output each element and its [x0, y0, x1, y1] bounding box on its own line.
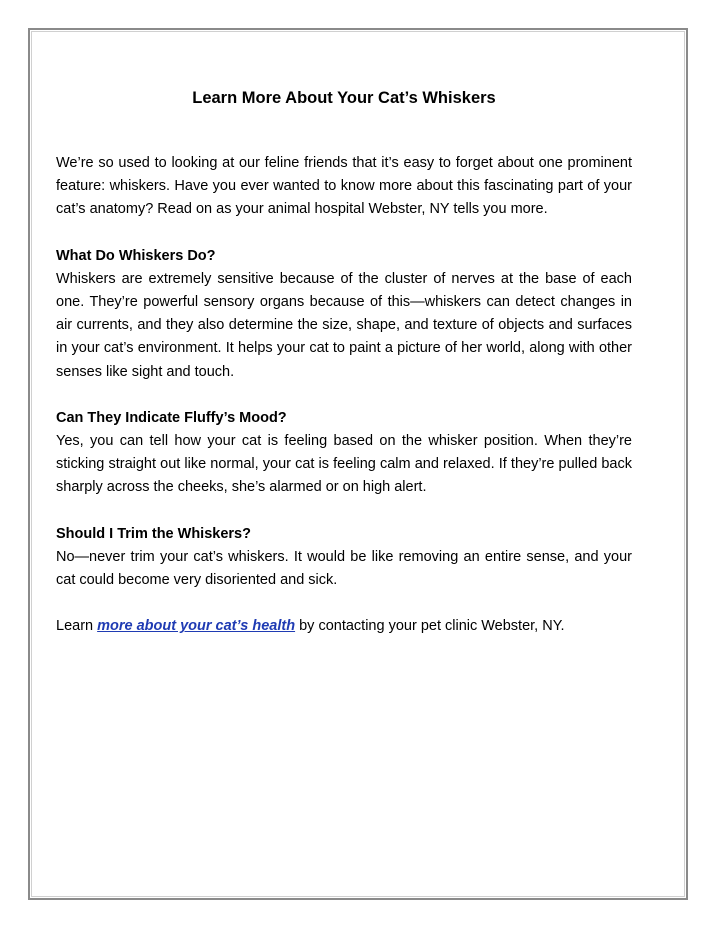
section-trim-whiskers: [56, 523, 632, 593]
section-heading: Should I Trim the Whiskers?: [56, 525, 251, 542]
section-paragraph: No—never trim your cat’s whiskers. It would be like removing an entire sense, and your cat could become very disoriented and sick.: [56, 548, 632, 589]
closing-text-before: Learn: [56, 618, 98, 635]
section-what-whiskers-do: [56, 245, 632, 384]
section-heading: Can They Indicate Fluffy’s Mood?: [56, 409, 287, 426]
intro-paragraph: We’re so used to looking at our feline friends that it’s easy to forget about one prominent feature: whiskers. Have you ever wanted to know more about this fascinating part of your cat’s anatomy? Read on as your animal hospital Webster, NY tells you more.: [56, 155, 632, 218]
closing-text-after: by contacting your pet clinic Webster, NY.: [295, 618, 565, 635]
section-paragraph: Yes, you can tell how your cat is feeling based on the whisker position. When they’re sticking straight out like normal, your cat is feeling calm and relaxed. If they’re pulled back sharply across the cheeks, she’s alarmed or on high alert.: [56, 433, 632, 496]
document-content: [56, 86, 632, 638]
cat-health-link[interactable]: more about your cat’s health: [97, 618, 296, 635]
section-heading: What Do Whiskers Do?: [56, 247, 216, 264]
page-title: Learn More About Your Cat’s Whiskers: [192, 89, 496, 107]
section-indicate-mood: [56, 407, 632, 500]
section-paragraph: Whiskers are extremely sensitive because of the cluster of nerves at the base of each one. They’re powerful sensory organs because of this—whiskers can detect changes in air currents, and they also determine the size, shape, and texture of objects and surfaces in your cat’s environment. It helps your cat to paint a picture of her world, along with other senses like sight and touch.: [56, 270, 632, 380]
closing-paragraph: [56, 615, 632, 638]
